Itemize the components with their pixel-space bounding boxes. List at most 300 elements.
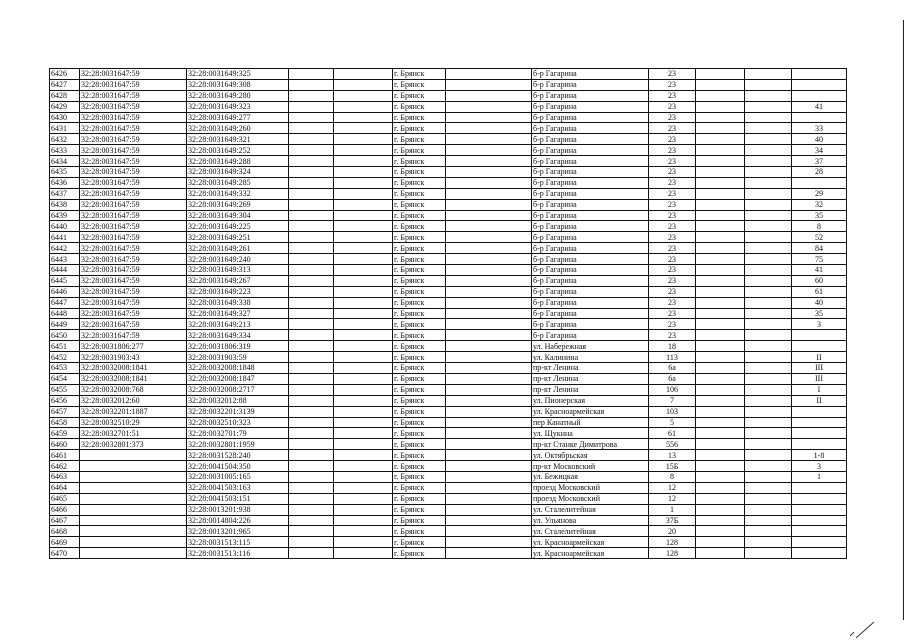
old-cadastral-number-cell bbox=[80, 450, 187, 461]
empty-cell-cell bbox=[745, 406, 792, 417]
street-cell: пр-кт Станке Димитрова bbox=[532, 439, 649, 450]
cadastral-number-cell: 32:28:0013201:938 bbox=[187, 504, 289, 515]
empty-cell-cell bbox=[289, 537, 334, 548]
old-cadastral-number-cell: 32:28:0031806:277 bbox=[80, 341, 187, 352]
cadastral-number-cell: 32:28:0031649:285 bbox=[187, 177, 289, 188]
row-number-cell: 6469 bbox=[50, 537, 80, 548]
empty-cell-cell bbox=[446, 439, 532, 450]
empty-cell-cell bbox=[334, 417, 393, 428]
table-row bbox=[50, 232, 847, 243]
house-number-cell: 37Б bbox=[649, 515, 696, 526]
cadastral-number-cell: 32:28:0031649:332 bbox=[187, 188, 289, 199]
empty-cell-cell bbox=[745, 243, 792, 254]
city-cell: г. Брянск bbox=[393, 275, 446, 286]
city-cell: г. Брянск bbox=[393, 199, 446, 210]
row-number-cell: 6458 bbox=[50, 417, 80, 428]
empty-cell-cell bbox=[289, 363, 334, 374]
old-cadastral-number-cell bbox=[80, 504, 187, 515]
house-number-cell: 1 bbox=[649, 504, 696, 515]
table-row bbox=[50, 275, 847, 286]
table-row bbox=[50, 167, 847, 178]
apartment-cell: III bbox=[792, 363, 847, 374]
row-number-cell: 6443 bbox=[50, 254, 80, 265]
cadastral-number-cell: 32:28:0032012:88 bbox=[187, 395, 289, 406]
empty-cell-cell bbox=[696, 406, 745, 417]
cadastral-number-cell: 32:28:0031649:260 bbox=[187, 123, 289, 134]
city-cell: г. Брянск bbox=[393, 286, 446, 297]
house-number-cell: 23 bbox=[649, 330, 696, 341]
empty-cell-cell bbox=[745, 417, 792, 428]
table-row bbox=[50, 265, 847, 276]
empty-cell-cell bbox=[334, 504, 393, 515]
empty-cell-cell bbox=[334, 450, 393, 461]
empty-cell-cell bbox=[696, 395, 745, 406]
old-cadastral-number-cell bbox=[80, 493, 187, 504]
empty-cell-cell bbox=[745, 482, 792, 493]
street-cell: ул. Бежицкая bbox=[532, 471, 649, 482]
empty-cell-cell bbox=[745, 254, 792, 265]
house-number-cell: 7 bbox=[649, 395, 696, 406]
old-cadastral-number-cell bbox=[80, 526, 187, 537]
row-number-cell: 6447 bbox=[50, 297, 80, 308]
empty-cell-cell bbox=[696, 439, 745, 450]
empty-cell-cell bbox=[334, 493, 393, 504]
empty-cell-cell bbox=[745, 526, 792, 537]
old-cadastral-number-cell bbox=[80, 471, 187, 482]
city-cell: г. Брянск bbox=[393, 232, 446, 243]
cadastral-number-cell: 32:28:0031513:116 bbox=[187, 548, 289, 559]
empty-cell-cell bbox=[745, 112, 792, 123]
house-number-cell: 6а bbox=[649, 373, 696, 384]
city-cell: г. Брянск bbox=[393, 471, 446, 482]
table-row bbox=[50, 373, 847, 384]
empty-cell-cell bbox=[446, 90, 532, 101]
table-row bbox=[50, 428, 847, 439]
empty-cell-cell bbox=[446, 254, 532, 265]
empty-cell-cell bbox=[289, 243, 334, 254]
empty-cell-cell bbox=[289, 297, 334, 308]
city-cell: г. Брянск bbox=[393, 297, 446, 308]
empty-cell-cell bbox=[696, 461, 745, 472]
empty-cell-cell bbox=[696, 297, 745, 308]
street-cell: б-р Гагарина bbox=[532, 297, 649, 308]
empty-cell-cell bbox=[334, 221, 393, 232]
city-cell: г. Брянск bbox=[393, 428, 446, 439]
street-cell: ул. Щукина bbox=[532, 428, 649, 439]
city-cell: г. Брянск bbox=[393, 515, 446, 526]
empty-cell-cell bbox=[446, 461, 532, 472]
row-number-cell: 6470 bbox=[50, 548, 80, 559]
house-number-cell: 23 bbox=[649, 69, 696, 80]
cadastral-number-cell: 32:28:0031005:165 bbox=[187, 471, 289, 482]
empty-cell-cell bbox=[289, 493, 334, 504]
row-number-cell: 6467 bbox=[50, 515, 80, 526]
empty-cell-cell bbox=[289, 319, 334, 330]
cadastral-number-cell: 32:28:0014804:226 bbox=[187, 515, 289, 526]
house-number-cell: 103 bbox=[649, 406, 696, 417]
house-number-cell: 23 bbox=[649, 177, 696, 188]
empty-cell-cell bbox=[334, 210, 393, 221]
row-number-cell: 6440 bbox=[50, 221, 80, 232]
city-cell: г. Брянск bbox=[393, 363, 446, 374]
empty-cell-cell bbox=[289, 265, 334, 276]
apartment-cell: 41 bbox=[792, 101, 847, 112]
empty-cell-cell bbox=[696, 243, 745, 254]
empty-cell-cell bbox=[446, 101, 532, 112]
row-number-cell: 6466 bbox=[50, 504, 80, 515]
cadastral-number-cell: 32:28:0032008:2717 bbox=[187, 384, 289, 395]
empty-cell-cell bbox=[334, 439, 393, 450]
table-row bbox=[50, 417, 847, 428]
empty-cell-cell bbox=[446, 395, 532, 406]
empty-cell-cell bbox=[696, 79, 745, 90]
empty-cell-cell bbox=[745, 221, 792, 232]
cadastral-number-cell: 32:28:0031649:240 bbox=[187, 254, 289, 265]
apartment-cell: 40 bbox=[792, 134, 847, 145]
empty-cell-cell bbox=[289, 515, 334, 526]
apartment-cell: 52 bbox=[792, 232, 847, 243]
empty-cell-cell bbox=[289, 504, 334, 515]
empty-cell-cell bbox=[745, 265, 792, 276]
empty-cell-cell bbox=[289, 123, 334, 134]
cadastral-number-cell: 32:28:0013201:965 bbox=[187, 526, 289, 537]
apartment-cell: 33 bbox=[792, 123, 847, 134]
house-number-cell: 23 bbox=[649, 90, 696, 101]
city-cell: г. Брянск bbox=[393, 90, 446, 101]
house-number-cell: 23 bbox=[649, 112, 696, 123]
apartment-cell: 28 bbox=[792, 167, 847, 178]
old-cadastral-number-cell: 32:28:0031647:59 bbox=[80, 177, 187, 188]
apartment-cell: II bbox=[792, 352, 847, 363]
cadastral-number-cell: 32:28:0041504:350 bbox=[187, 461, 289, 472]
house-number-cell: 15Б bbox=[649, 461, 696, 472]
street-cell: б-р Гагарина bbox=[532, 101, 649, 112]
empty-cell-cell bbox=[446, 232, 532, 243]
street-cell: б-р Гагарина bbox=[532, 134, 649, 145]
house-number-cell: 23 bbox=[649, 297, 696, 308]
house-number-cell: 106 bbox=[649, 384, 696, 395]
empty-cell-cell bbox=[696, 537, 745, 548]
row-number-cell: 6456 bbox=[50, 395, 80, 406]
house-number-cell: 18 bbox=[649, 341, 696, 352]
street-cell: б-р Гагарина bbox=[532, 232, 649, 243]
cadastral-number-cell: 32:28:0031649:313 bbox=[187, 265, 289, 276]
empty-cell-cell bbox=[446, 373, 532, 384]
street-cell: б-р Гагарина bbox=[532, 265, 649, 276]
pen-mark bbox=[848, 620, 878, 640]
old-cadastral-number-cell: 32:28:0031647:59 bbox=[80, 90, 187, 101]
old-cadastral-number-cell: 32:28:0031647:59 bbox=[80, 308, 187, 319]
cadastral-number-cell: 32:28:0032801:1959 bbox=[187, 439, 289, 450]
empty-cell-cell bbox=[446, 69, 532, 80]
empty-cell-cell bbox=[745, 308, 792, 319]
old-cadastral-number-cell: 32:28:0031647:59 bbox=[80, 265, 187, 276]
cadastral-number-cell: 32:28:0031649:288 bbox=[187, 156, 289, 167]
city-cell: г. Брянск bbox=[393, 417, 446, 428]
empty-cell-cell bbox=[289, 79, 334, 90]
city-cell: г. Брянск bbox=[393, 69, 446, 80]
street-cell: б-р Гагарина bbox=[532, 254, 649, 265]
empty-cell-cell bbox=[446, 112, 532, 123]
street-cell: б-р Гагарина bbox=[532, 69, 649, 80]
empty-cell-cell bbox=[446, 363, 532, 374]
city-cell: г. Брянск bbox=[393, 537, 446, 548]
row-number-cell: 6463 bbox=[50, 471, 80, 482]
street-cell: б-р Гагарина bbox=[532, 123, 649, 134]
empty-cell-cell bbox=[696, 69, 745, 80]
empty-cell-cell bbox=[446, 188, 532, 199]
house-number-cell: 23 bbox=[649, 286, 696, 297]
row-number-cell: 6429 bbox=[50, 101, 80, 112]
empty-cell-cell bbox=[289, 90, 334, 101]
empty-cell-cell bbox=[696, 548, 745, 559]
empty-cell-cell bbox=[696, 493, 745, 504]
empty-cell-cell bbox=[289, 548, 334, 559]
street-cell: б-р Гагарина bbox=[532, 330, 649, 341]
empty-cell-cell bbox=[446, 199, 532, 210]
city-cell: г. Брянск bbox=[393, 156, 446, 167]
house-number-cell: 23 bbox=[649, 101, 696, 112]
empty-cell-cell bbox=[289, 199, 334, 210]
row-number-cell: 6451 bbox=[50, 341, 80, 352]
old-cadastral-number-cell: 32:28:0032701:51 bbox=[80, 428, 187, 439]
empty-cell-cell bbox=[334, 319, 393, 330]
empty-cell-cell bbox=[334, 90, 393, 101]
street-cell: ул. Сталелитейная bbox=[532, 504, 649, 515]
street-cell: б-р Гагарина bbox=[532, 79, 649, 90]
street-cell: б-р Гагарина bbox=[532, 90, 649, 101]
empty-cell-cell bbox=[334, 297, 393, 308]
table-row bbox=[50, 504, 847, 515]
table-row bbox=[50, 330, 847, 341]
apartment-cell: 37 bbox=[792, 156, 847, 167]
old-cadastral-number-cell: 32:28:0032008:1841 bbox=[80, 373, 187, 384]
house-number-cell: 23 bbox=[649, 254, 696, 265]
apartment-cell bbox=[792, 90, 847, 101]
empty-cell-cell bbox=[696, 526, 745, 537]
old-cadastral-number-cell: 32:28:0031647:59 bbox=[80, 156, 187, 167]
house-number-cell: 23 bbox=[649, 243, 696, 254]
empty-cell-cell bbox=[289, 145, 334, 156]
empty-cell-cell bbox=[446, 471, 532, 482]
street-cell: ул. Набережная bbox=[532, 341, 649, 352]
row-number-cell: 6457 bbox=[50, 406, 80, 417]
empty-cell-cell bbox=[446, 493, 532, 504]
row-number-cell: 6441 bbox=[50, 232, 80, 243]
apartment-cell bbox=[792, 439, 847, 450]
row-number-cell: 6450 bbox=[50, 330, 80, 341]
empty-cell-cell bbox=[334, 101, 393, 112]
street-cell: пр-кт Ленина bbox=[532, 384, 649, 395]
row-number-cell: 6442 bbox=[50, 243, 80, 254]
table-row bbox=[50, 123, 847, 134]
cadastral-number-cell: 32:28:0032201:3139 bbox=[187, 406, 289, 417]
empty-cell-cell bbox=[696, 482, 745, 493]
empty-cell-cell bbox=[696, 352, 745, 363]
empty-cell-cell bbox=[334, 232, 393, 243]
table-row bbox=[50, 461, 847, 472]
street-cell: ул. Калинина bbox=[532, 352, 649, 363]
city-cell: г. Брянск bbox=[393, 352, 446, 363]
table-row bbox=[50, 363, 847, 374]
table-row bbox=[50, 439, 847, 450]
house-number-cell: 23 bbox=[649, 265, 696, 276]
empty-cell-cell bbox=[696, 210, 745, 221]
street-cell: пр-кт Ленина bbox=[532, 373, 649, 384]
cadastral-number-cell: 32:28:0041503:163 bbox=[187, 482, 289, 493]
house-number-cell: 61 bbox=[649, 428, 696, 439]
empty-cell-cell bbox=[446, 482, 532, 493]
apartment-cell bbox=[792, 330, 847, 341]
city-cell: г. Брянск bbox=[393, 167, 446, 178]
apartment-cell: 35 bbox=[792, 210, 847, 221]
old-cadastral-number-cell: 32:28:0031647:59 bbox=[80, 79, 187, 90]
row-number-cell: 6444 bbox=[50, 265, 80, 276]
empty-cell-cell bbox=[696, 319, 745, 330]
house-number-cell: 23 bbox=[649, 232, 696, 243]
empty-cell-cell bbox=[446, 123, 532, 134]
cadastral-number-cell: 32:28:0031649:252 bbox=[187, 145, 289, 156]
street-cell: ул. Пионерская bbox=[532, 395, 649, 406]
house-number-cell: 23 bbox=[649, 210, 696, 221]
table-row bbox=[50, 69, 847, 80]
table-row bbox=[50, 254, 847, 265]
empty-cell-cell bbox=[289, 275, 334, 286]
street-cell: б-р Гагарина bbox=[532, 177, 649, 188]
street-cell: ул. Красноармейская bbox=[532, 406, 649, 417]
city-cell: г. Брянск bbox=[393, 265, 446, 276]
row-number-cell: 6455 bbox=[50, 384, 80, 395]
street-cell: б-р Гагарина bbox=[532, 221, 649, 232]
row-number-cell: 6432 bbox=[50, 134, 80, 145]
empty-cell-cell bbox=[696, 471, 745, 482]
row-number-cell: 6426 bbox=[50, 69, 80, 80]
empty-cell-cell bbox=[334, 384, 393, 395]
empty-cell-cell bbox=[696, 308, 745, 319]
row-number-cell: 6465 bbox=[50, 493, 80, 504]
cadastral-number-cell: 32:28:0031649:324 bbox=[187, 167, 289, 178]
empty-cell-cell bbox=[696, 373, 745, 384]
house-number-cell: 6а bbox=[649, 363, 696, 374]
empty-cell-cell bbox=[334, 265, 393, 276]
empty-cell-cell bbox=[745, 341, 792, 352]
empty-cell-cell bbox=[334, 79, 393, 90]
empty-cell-cell bbox=[696, 417, 745, 428]
house-number-cell: 113 bbox=[649, 352, 696, 363]
empty-cell-cell bbox=[334, 167, 393, 178]
cadastral-number-cell: 32:28:0031649:261 bbox=[187, 243, 289, 254]
empty-cell-cell bbox=[334, 373, 393, 384]
empty-cell-cell bbox=[334, 515, 393, 526]
row-number-cell: 6459 bbox=[50, 428, 80, 439]
empty-cell-cell bbox=[334, 341, 393, 352]
old-cadastral-number-cell: 32:28:0032008:1841 bbox=[80, 363, 187, 374]
table-body bbox=[50, 69, 847, 559]
empty-cell-cell bbox=[696, 167, 745, 178]
old-cadastral-number-cell: 32:28:0031647:59 bbox=[80, 101, 187, 112]
city-cell: г. Брянск bbox=[393, 112, 446, 123]
cadastral-number-cell: 32:28:0032008:1848 bbox=[187, 363, 289, 374]
empty-cell-cell bbox=[446, 548, 532, 559]
empty-cell-cell bbox=[696, 384, 745, 395]
empty-cell-cell bbox=[289, 417, 334, 428]
city-cell: г. Брянск bbox=[393, 341, 446, 352]
empty-cell-cell bbox=[289, 373, 334, 384]
house-number-cell: 128 bbox=[649, 537, 696, 548]
row-number-cell: 6439 bbox=[50, 210, 80, 221]
house-number-cell: 23 bbox=[649, 123, 696, 134]
row-number-cell: 6430 bbox=[50, 112, 80, 123]
house-number-cell: 23 bbox=[649, 275, 696, 286]
empty-cell-cell bbox=[334, 69, 393, 80]
apartment-cell: 35 bbox=[792, 308, 847, 319]
street-cell: б-р Гагарина bbox=[532, 156, 649, 167]
cadastral-number-cell: 32:28:0031649:225 bbox=[187, 221, 289, 232]
apartment-cell: 3 bbox=[792, 461, 847, 472]
empty-cell-cell bbox=[334, 243, 393, 254]
apartment-cell: 75 bbox=[792, 254, 847, 265]
empty-cell-cell bbox=[446, 330, 532, 341]
empty-cell-cell bbox=[446, 221, 532, 232]
apartment-cell bbox=[792, 177, 847, 188]
row-number-cell: 6433 bbox=[50, 145, 80, 156]
empty-cell-cell bbox=[289, 384, 334, 395]
old-cadastral-number-cell: 32:28:0031647:59 bbox=[80, 330, 187, 341]
empty-cell-cell bbox=[446, 319, 532, 330]
empty-cell-cell bbox=[745, 177, 792, 188]
house-number-cell: 20 bbox=[649, 526, 696, 537]
old-cadastral-number-cell: 32:28:0031647:59 bbox=[80, 297, 187, 308]
empty-cell-cell bbox=[696, 275, 745, 286]
cadastral-number-cell: 32:28:0031649:280 bbox=[187, 90, 289, 101]
empty-cell-cell bbox=[745, 515, 792, 526]
apartment-cell bbox=[792, 515, 847, 526]
empty-cell-cell bbox=[446, 450, 532, 461]
empty-cell-cell bbox=[289, 450, 334, 461]
empty-cell-cell bbox=[696, 177, 745, 188]
old-cadastral-number-cell bbox=[80, 537, 187, 548]
apartment-cell bbox=[792, 537, 847, 548]
row-number-cell: 6448 bbox=[50, 308, 80, 319]
table-row bbox=[50, 450, 847, 461]
apartment-cell: 3 bbox=[792, 319, 847, 330]
city-cell: г. Брянск bbox=[393, 243, 446, 254]
empty-cell-cell bbox=[446, 537, 532, 548]
apartment-cell bbox=[792, 504, 847, 515]
apartment-cell bbox=[792, 548, 847, 559]
street-cell: ул. Сталелитейная bbox=[532, 526, 649, 537]
city-cell: г. Брянск bbox=[393, 308, 446, 319]
cadastral-number-cell: 32:28:0031649:321 bbox=[187, 134, 289, 145]
empty-cell-cell bbox=[334, 134, 393, 145]
table-row bbox=[50, 341, 847, 352]
old-cadastral-number-cell: 32:28:0032008:768 bbox=[80, 384, 187, 395]
table-row bbox=[50, 188, 847, 199]
house-number-cell: 8 bbox=[649, 471, 696, 482]
city-cell: г. Брянск bbox=[393, 439, 446, 450]
cadastral-number-cell: 32:28:0031528:240 bbox=[187, 450, 289, 461]
apartment-cell: II bbox=[792, 395, 847, 406]
empty-cell-cell bbox=[696, 221, 745, 232]
house-number-cell: 23 bbox=[649, 199, 696, 210]
empty-cell-cell bbox=[696, 188, 745, 199]
old-cadastral-number-cell: 32:28:0031647:59 bbox=[80, 232, 187, 243]
empty-cell-cell bbox=[289, 406, 334, 417]
empty-cell-cell bbox=[289, 112, 334, 123]
empty-cell-cell bbox=[289, 286, 334, 297]
street-cell: б-р Гагарина bbox=[532, 210, 649, 221]
cadastral-number-cell: 32:28:0031806:319 bbox=[187, 341, 289, 352]
